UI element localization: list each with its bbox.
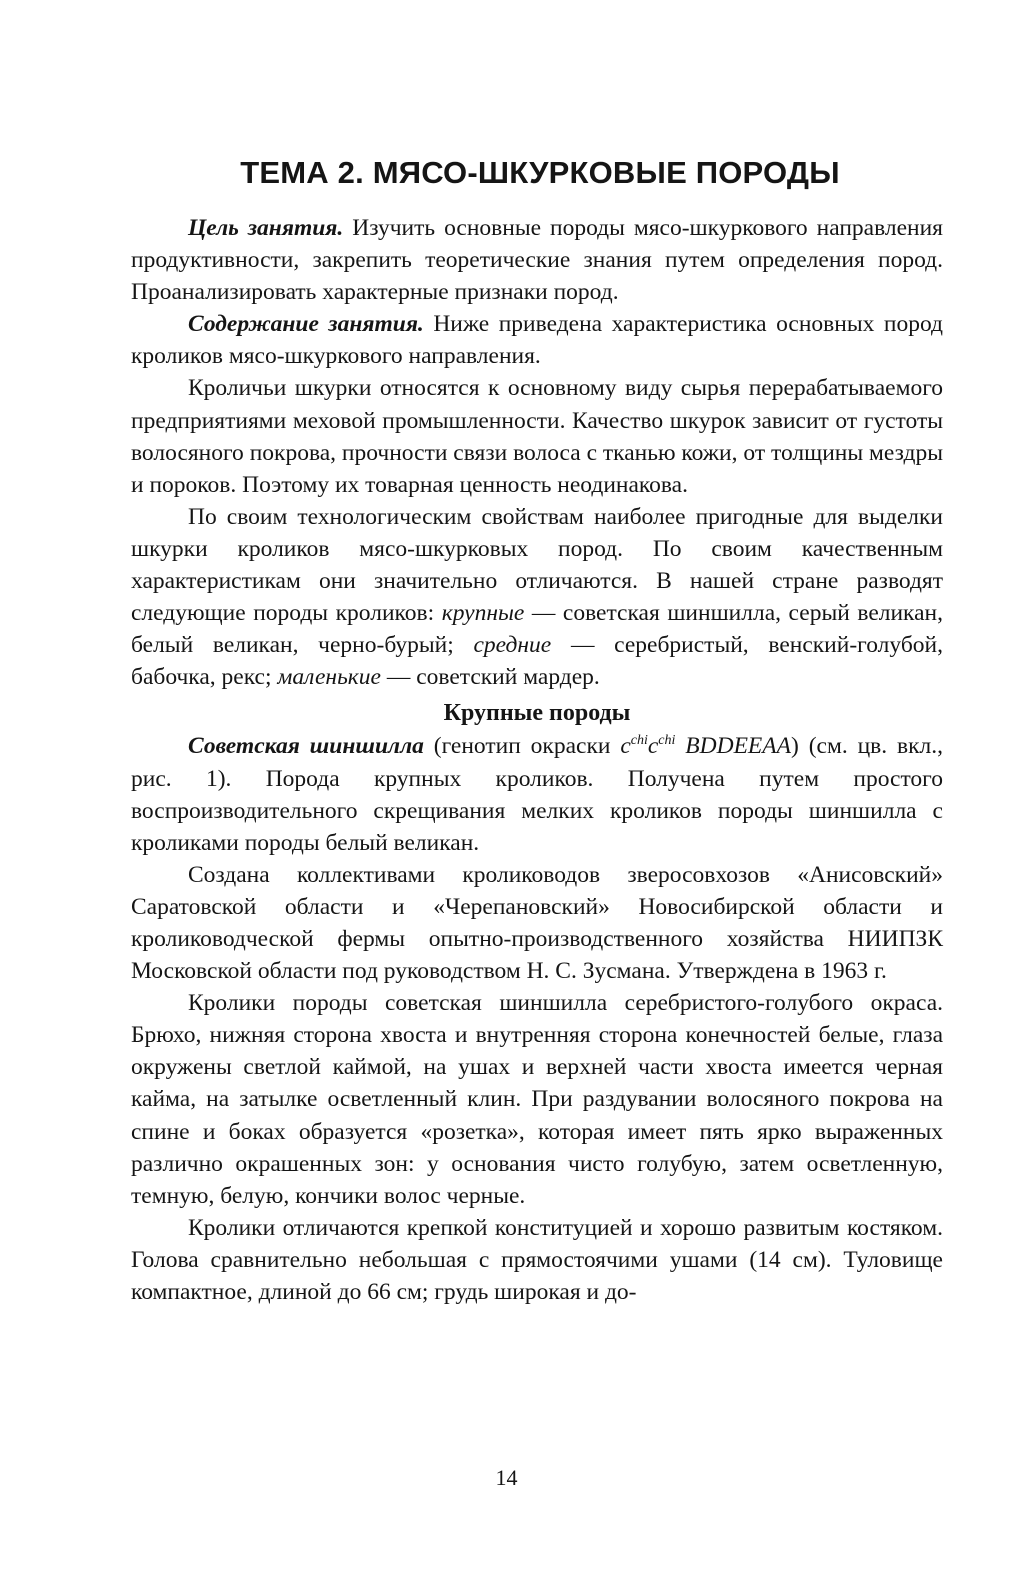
- chinchilla-text-2: ) (см. цв. вкл., рис. 1). Порода крупных кроликов. Получена путем простого воспроизводительного скрещивания мелких кроликов породы шиншилла с кроликами породы белый великан.: [131, 733, 943, 856]
- goal-paragraph: [131, 212, 943, 308]
- breeds-text-4: — советский мардер.: [380, 664, 600, 691]
- genotype-rest: BDDEEAA: [675, 733, 791, 760]
- skins-paragraph: Кроличьи шкурки относятся к основному виду сырья перерабатываемого предприятиями меховой промышленности. Качество шкурок зависит от густоты волосяного покрова, прочности связи волоса с тканью кожи, от толщины мездры и пороков. Поэтому их товарная ценность неодинакова.: [131, 375, 943, 498]
- chinchilla-name: Советская шиншилла: [188, 733, 424, 760]
- goal-label: Цель занятия.: [188, 215, 344, 241]
- small-breeds-label: маленькие: [277, 664, 381, 691]
- genotype-gene-2: c: [647, 733, 659, 760]
- section-heading: Крупные породы: [443, 700, 631, 727]
- page-title: ТЕМА 2. МЯСО-ШКУРКОВЫЕ ПОРОДЫ: [240, 155, 840, 190]
- medium-breeds-label: средние: [473, 632, 552, 659]
- genotype-sup-2: chi: [658, 733, 676, 749]
- chinchilla-text-1: (генотип окраски: [423, 733, 621, 760]
- chinchilla-paragraph: [131, 730, 943, 858]
- page-number: 14: [495, 1465, 518, 1490]
- created-paragraph: Создана коллективами кролиководов зверосовхозов «Анисовский» Саратовской области и «Черепановский» Новосибирской области и кролиководческой фермы опытно-производственного хозяйства НИИПЗК Московской области под руководством Н. С. Зусмана. Утверждена в 1963 г.: [131, 861, 943, 985]
- breeds-text-1: По своим технологическим свойствам наиболее пригодные для выделки шкурки кроликов мясо-шкурковых пород. По своим качественным характеристикам они значительно отличаются. В нашей стране разводят следующие породы кроликов:: [131, 503, 943, 627]
- content-label: Содержание занятия.: [188, 311, 424, 338]
- breeds-text-2: — советская шиншилла, серый великан, белый великан, черно-бурый;: [131, 600, 943, 659]
- breeds-text-3: — серебристый, венский-голубой, бабочка, рекс;: [131, 632, 943, 691]
- constitution-paragraph: Кролики отличаются крепкой конституцией и хорошо развитым костяком. Голова сравнительно небольшая с прямостоячими ушами (14 см). Туловище компактное, длиной до 66 см; грудь широкая и до-: [131, 1214, 943, 1305]
- genotype-gene-1: c: [620, 733, 631, 760]
- color-paragraph: Кролики породы советская шиншилла серебристого-голубого окраса. Брюхо, нижняя сторона хвоста и внутренняя сторона конечностей белые, глаза окружены светлой каймой, на ушах и верхней части хвоста имеется черная кайма, на затылке осветленный клин. При раздувании волосяного покрова на спине и боках образуется «розетка», которая имеет пять ярко выраженных различно окрашенных зон: у основания чисто голубую, затем осветленную, темную, белую, кончики волос черные.: [131, 990, 943, 1209]
- body-text: [131, 212, 943, 1308]
- content-paragraph: [131, 308, 943, 372]
- goal-text: Изучить основные породы мясо-шкуркового направления продуктивности, закрепить теоретические знания путем определения пород. Проанализировать характерные признаки пород.: [131, 215, 943, 306]
- breeds-paragraph: [131, 501, 943, 694]
- content-text: Ниже приведена характеристика основных пород кроликов мясо-шкуркового направления.: [131, 311, 943, 370]
- genotype-sup-1: chi: [630, 733, 648, 749]
- genotype-formula: [620, 733, 791, 759]
- large-breeds-label: крупные: [441, 600, 525, 627]
